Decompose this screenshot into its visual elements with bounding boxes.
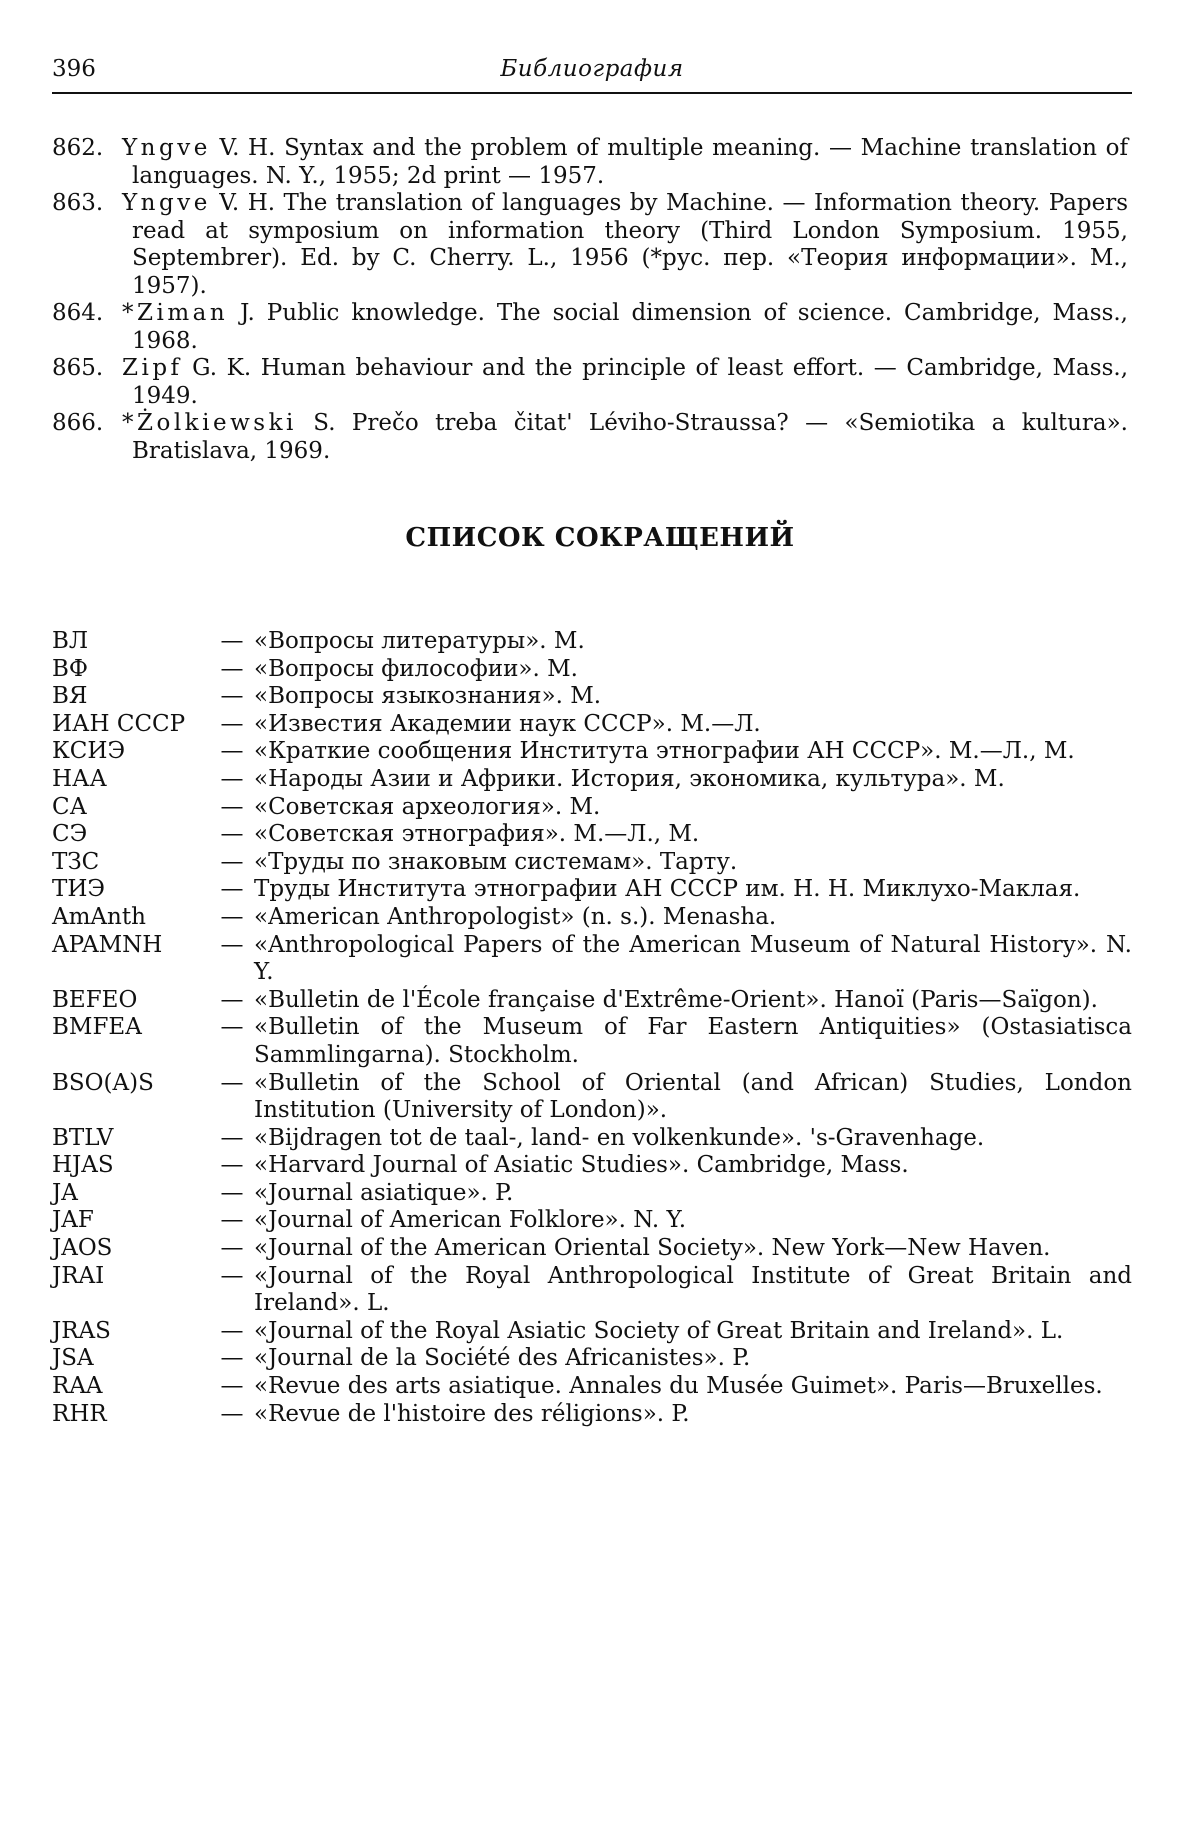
- abbreviation-dash: —: [220, 1124, 244, 1151]
- abbreviation-row: [52, 1125, 1132, 1153]
- abbreviation-description: «Bulletin of the School of Oriental (and African) Studies, London Institution (University of London)».: [254, 1069, 1132, 1124]
- abbreviation-key: КСИЭ: [52, 738, 126, 765]
- abbreviation-description: «Bijdragen tot de taal-, land- en volkenkunde». 's-Gravenhage.: [254, 1124, 985, 1151]
- abbreviation-key: BMFEA: [52, 1014, 142, 1041]
- abbreviation-row: [52, 1070, 1132, 1125]
- abbreviation-key: JSA: [52, 1345, 94, 1372]
- abbreviation-description: Труды Института этнографии АН СССР им. Н. Н. Миклухо-Маклая.: [254, 876, 1081, 903]
- abbreviation-row: [52, 1401, 1132, 1429]
- abbreviation-row: [52, 1318, 1132, 1346]
- abbreviation-description: «Вопросы философии». М.: [254, 655, 578, 682]
- abbreviation-row: [52, 766, 1132, 794]
- abbreviation-description: «Bulletin de l'École française d'Extrême-Orient». Hanoï (Paris—Saïgon).: [254, 986, 1098, 1013]
- abbreviation-dash: —: [220, 738, 244, 765]
- abbreviation-dash: —: [220, 1317, 244, 1344]
- abbreviation-description: «Revue de l'histoire des réligions». P.: [254, 1400, 690, 1427]
- abbreviation-key: HJAS: [52, 1152, 114, 1179]
- abbreviation-row: [52, 932, 1132, 987]
- entry-text: S. Prečo treba čitat' Léviho-Straussa? — «Semiotika a kultura». Bratislava, 1969.: [132, 410, 1128, 464]
- bibliography-entry: [52, 355, 1128, 410]
- header-rule: [52, 92, 1132, 94]
- abbreviation-key: СА: [52, 793, 88, 820]
- abbreviation-dash: —: [220, 655, 244, 682]
- abbreviation-description: «Советская этнография». М.—Л., М.: [254, 821, 700, 848]
- abbreviation-description: «Вопросы литературы». М.: [254, 628, 585, 654]
- entry-text: J. Public knowledge. The social dimension of science. Cambridge, Mass., 1968.: [132, 300, 1128, 354]
- abbreviation-row: [52, 683, 1132, 711]
- abbreviation-row: [52, 849, 1132, 877]
- abbreviations-list: [52, 628, 1132, 1428]
- abbreviation-row: [52, 711, 1132, 739]
- abbreviation-dash: —: [220, 1262, 244, 1289]
- entry-author: Yngve: [122, 135, 211, 161]
- abbreviation-key: JRAS: [52, 1317, 111, 1344]
- abbreviation-description: «Journal of American Folklore». N. Y.: [254, 1207, 687, 1234]
- abbreviation-key: НАА: [52, 765, 107, 792]
- abbreviation-dash: —: [220, 1069, 244, 1096]
- entry-number: 866.: [52, 410, 104, 436]
- abbreviation-key: BSO(A)S: [52, 1069, 154, 1096]
- abbreviation-row: [52, 1263, 1132, 1318]
- abbreviation-row: [52, 1014, 1132, 1069]
- abbreviation-row: [52, 794, 1132, 822]
- page-number: 396: [52, 56, 96, 82]
- abbreviation-dash: —: [220, 986, 244, 1013]
- entry-author: *Żolkiewski: [122, 410, 297, 436]
- abbreviation-row: [52, 738, 1132, 766]
- page-header: [52, 52, 1132, 92]
- abbreviation-key: JAOS: [52, 1235, 113, 1262]
- abbreviation-key: BTLV: [52, 1124, 114, 1151]
- abbreviation-dash: —: [220, 821, 244, 848]
- abbreviation-dash: —: [220, 1179, 244, 1206]
- bibliography-entry: [52, 135, 1128, 190]
- bibliography-entry: [52, 410, 1128, 465]
- abbreviation-dash: —: [220, 793, 244, 820]
- abbreviation-key: ВФ: [52, 655, 88, 682]
- abbreviation-key: JAF: [52, 1207, 94, 1234]
- entry-author: Yngve: [122, 190, 211, 216]
- entry-number: 865.: [52, 355, 104, 381]
- abbreviation-description: «Советская археология». М.: [254, 793, 601, 820]
- abbreviation-dash: —: [220, 1400, 244, 1427]
- abbreviation-description: «Journal of the American Oriental Society». New York—New Haven.: [254, 1235, 1051, 1262]
- entry-text: G. K. Human behaviour and the principle of least effort. — Cambridge, Mass., 1949.: [132, 355, 1128, 409]
- abbreviation-description: «Известия Академии наук СССР». М.—Л.: [254, 710, 761, 737]
- abbreviation-description: «American Anthropologist» (n. s.). Menasha.: [254, 903, 777, 930]
- entry-number: 864.: [52, 300, 104, 326]
- entry-author: *Ziman: [122, 300, 229, 326]
- abbreviation-key: ВЯ: [52, 683, 88, 710]
- abbreviation-key: ТИЭ: [52, 876, 105, 903]
- abbreviation-key: JA: [52, 1179, 78, 1206]
- abbreviation-description: «Harvard Journal of Asiatic Studies». Cambridge, Mass.: [254, 1152, 909, 1179]
- bibliography-list: [52, 135, 1128, 465]
- abbreviation-key: СЭ: [52, 821, 88, 848]
- abbreviation-key: BEFEO: [52, 986, 138, 1013]
- abbreviation-description: «Краткие сообщения Института этнографии АН СССР». М.—Л., М.: [254, 738, 1075, 765]
- abbreviation-key: JRAI: [52, 1262, 105, 1289]
- abbreviation-description: «Anthropological Papers of the American Museum of Natural History». N. Y.: [254, 931, 1132, 986]
- abbreviation-row: [52, 1180, 1132, 1208]
- abbreviation-description: «Journal of the Royal Anthropological Institute of Great Britain and Ireland». L.: [254, 1262, 1132, 1317]
- abbreviation-dash: —: [220, 1014, 244, 1041]
- abbreviation-dash: —: [220, 1345, 244, 1372]
- abbreviation-dash: —: [220, 1373, 244, 1400]
- abbreviation-description: «Journal asiatique». P.: [254, 1179, 514, 1206]
- abbreviation-row: [52, 1235, 1132, 1263]
- abbreviation-key: ИАН СССР: [52, 710, 186, 737]
- abbreviation-row: [52, 876, 1132, 904]
- abbreviation-dash: —: [220, 931, 244, 958]
- abbreviation-row: [52, 1345, 1132, 1373]
- abbreviation-row: [52, 1373, 1132, 1401]
- abbreviation-row: [52, 1152, 1132, 1180]
- abbreviation-key: ТЗС: [52, 848, 100, 875]
- entry-author: Zipf: [122, 355, 183, 381]
- abbreviation-dash: —: [220, 1235, 244, 1262]
- abbreviation-key: AmAnth: [52, 903, 146, 930]
- abbreviations-heading: СПИСОК СОКРАЩЕНИЙ: [405, 523, 795, 553]
- abbreviation-row: [52, 1207, 1132, 1235]
- abbreviation-description: «Journal of the Royal Asiatic Society of Great Britain and Ireland». L.: [254, 1317, 1064, 1344]
- abbreviation-dash: —: [220, 683, 244, 710]
- abbreviation-description: «Journal de la Société des Africanistes». P.: [254, 1345, 751, 1372]
- abbreviation-description: «Вопросы языкознания». М.: [254, 683, 602, 710]
- entry-text: V. H. Syntax and the problem of multiple meaning. — Machine translation of languages. N. Y., 1955; 2d print — 1957.: [132, 135, 1128, 189]
- abbreviation-row: [52, 987, 1132, 1015]
- abbreviation-description: «Bulletin of the Museum of Far Eastern Antiquities» (Ostasiatisca Sammlingarna). Stockholm.: [254, 1014, 1132, 1068]
- abbreviation-key: RHR: [52, 1400, 107, 1427]
- abbreviation-key: RAA: [52, 1373, 103, 1400]
- running-title: Библиография: [500, 56, 684, 82]
- abbreviation-dash: —: [220, 876, 244, 903]
- abbreviation-description: «Revue des arts asiatique. Annales du Musée Guimet». Paris—Bruxelles.: [254, 1373, 1103, 1400]
- abbreviation-row: [52, 821, 1132, 849]
- abbreviation-dash: —: [220, 848, 244, 875]
- abbreviation-row: [52, 904, 1132, 932]
- entry-text: V. H. The translation of languages by Machine. — Information theory. Papers read at symposium on information theory (Third London Symposium. 1955, Septembrer). Ed. by C. Cherry. L., 1956 (*рус. пер. «Теория информации». М., 1957).: [132, 190, 1128, 299]
- abbreviation-dash: —: [220, 1207, 244, 1234]
- abbreviation-key: ВЛ: [52, 628, 89, 654]
- entry-number: 862.: [52, 135, 104, 161]
- bibliography-entry: [52, 190, 1128, 300]
- abbreviation-row: [52, 656, 1132, 684]
- abbreviation-dash: —: [220, 1152, 244, 1179]
- abbreviation-description: «Народы Азии и Африки. История, экономика, культура». М.: [254, 765, 1005, 792]
- entry-number: 863.: [52, 190, 104, 216]
- bibliography-entry: [52, 300, 1128, 355]
- abbreviation-dash: —: [220, 710, 244, 737]
- abbreviation-description: «Труды по знаковым системам». Тарту.: [254, 848, 738, 875]
- abbreviation-dash: —: [220, 903, 244, 930]
- abbreviation-key: APAMNH: [52, 931, 163, 958]
- abbreviation-dash: —: [220, 765, 244, 792]
- abbreviation-dash: —: [220, 628, 244, 654]
- abbreviation-row: [52, 628, 1132, 656]
